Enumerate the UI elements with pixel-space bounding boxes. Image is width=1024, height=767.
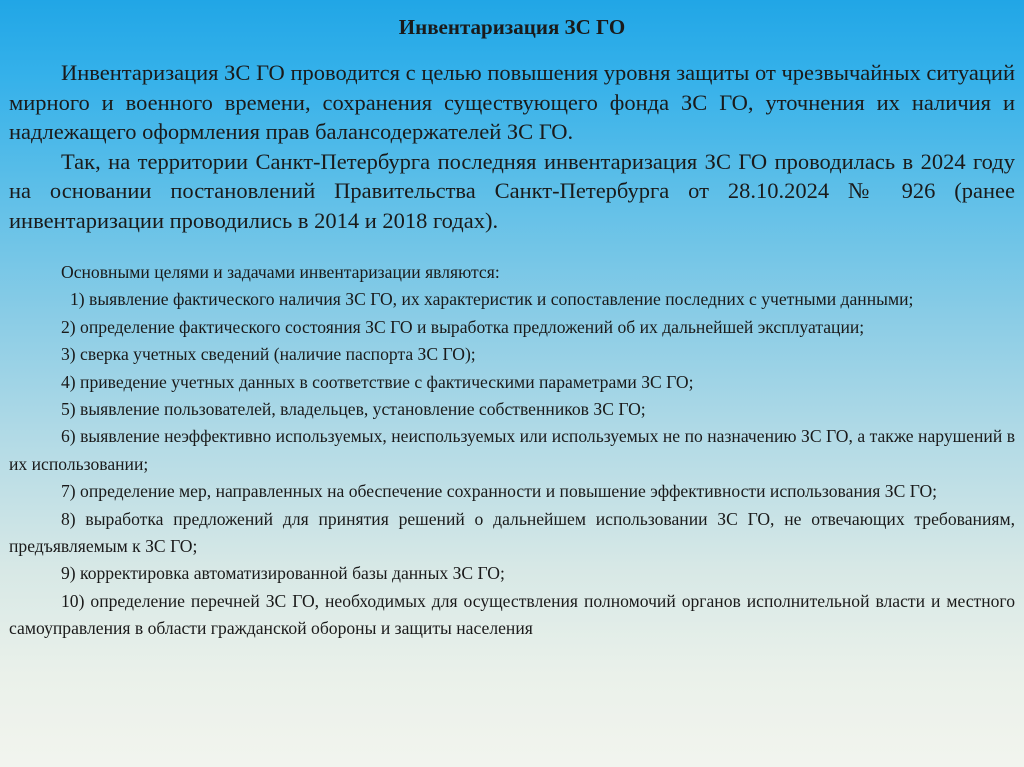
slide-title: Инвентаризация ЗС ГО (398, 15, 626, 39)
task-item-1: 1) выявление фактического наличия ЗС ГО, их характеристик и сопоставление последних с учетными данными; (70, 289, 914, 310)
tasks-section (9, 259, 1015, 643)
intro-section (9, 58, 1015, 235)
task-item-10: 10) определение перечней ЗС ГО, необходимых для осуществления полномочий органов исполнительной власти и местного самоуправления в области гражданской обороны и защиты населения (9, 590, 1015, 639)
task-item-9: 9) корректировка автоматизированной базы данных ЗС ГО; (61, 563, 505, 584)
task-item-8: 8) выработка предложений для принятия решений о дальнейшем использовании ЗС ГО, не отвечающих требованиям, предъявляемым к ЗС ГО; (9, 508, 1015, 557)
intro-paragraph-purpose: Инвентаризация ЗС ГО проводится с целью повышения уровня защиты от чрезвычайных ситуаций мирного и военного времени, сохранения существующего фонда ЗС ГО, уточнения их наличия и надлежащего оформления прав балансодержателей ЗС ГО. (9, 60, 1015, 144)
task-item-2: 2) определение фактического состояния ЗС ГО и выработка предложений об их дальнейшей эксплуатации; (61, 316, 865, 337)
tasks-heading: Основными целями и задачами инвентаризации являются: (61, 262, 500, 282)
intro-paragraph-spb: Так, на территории Санкт-Петербурга последняя инвентаризация ЗС ГО проводилась в 2024 году на основании постановлений Правительства Санкт-Петербурга от 28.10.2024 № 926 (ранее инвентаризации проводились в 2014 и 2018 годах). (9, 148, 1015, 233)
task-item-4: 4) приведение учетных данных в соответствие с фактическими параметрами ЗС ГО; (61, 371, 694, 392)
task-item-6: 6) выявление неэффективно используемых, неиспользуемых или используемых не по назначению ЗС ГО, а также нарушений в их использовании; (9, 426, 1015, 474)
task-item-5: 5) выявление пользователей, владельцев, установление собственников ЗС ГО; (61, 399, 646, 420)
task-item-7: 7) определение мер, направленных на обеспечение сохранности и повышение эффективности использования ЗС ГО; (61, 481, 938, 502)
task-item-3: 3) сверка учетных сведений (наличие паспорта ЗС ГО); (61, 344, 476, 365)
